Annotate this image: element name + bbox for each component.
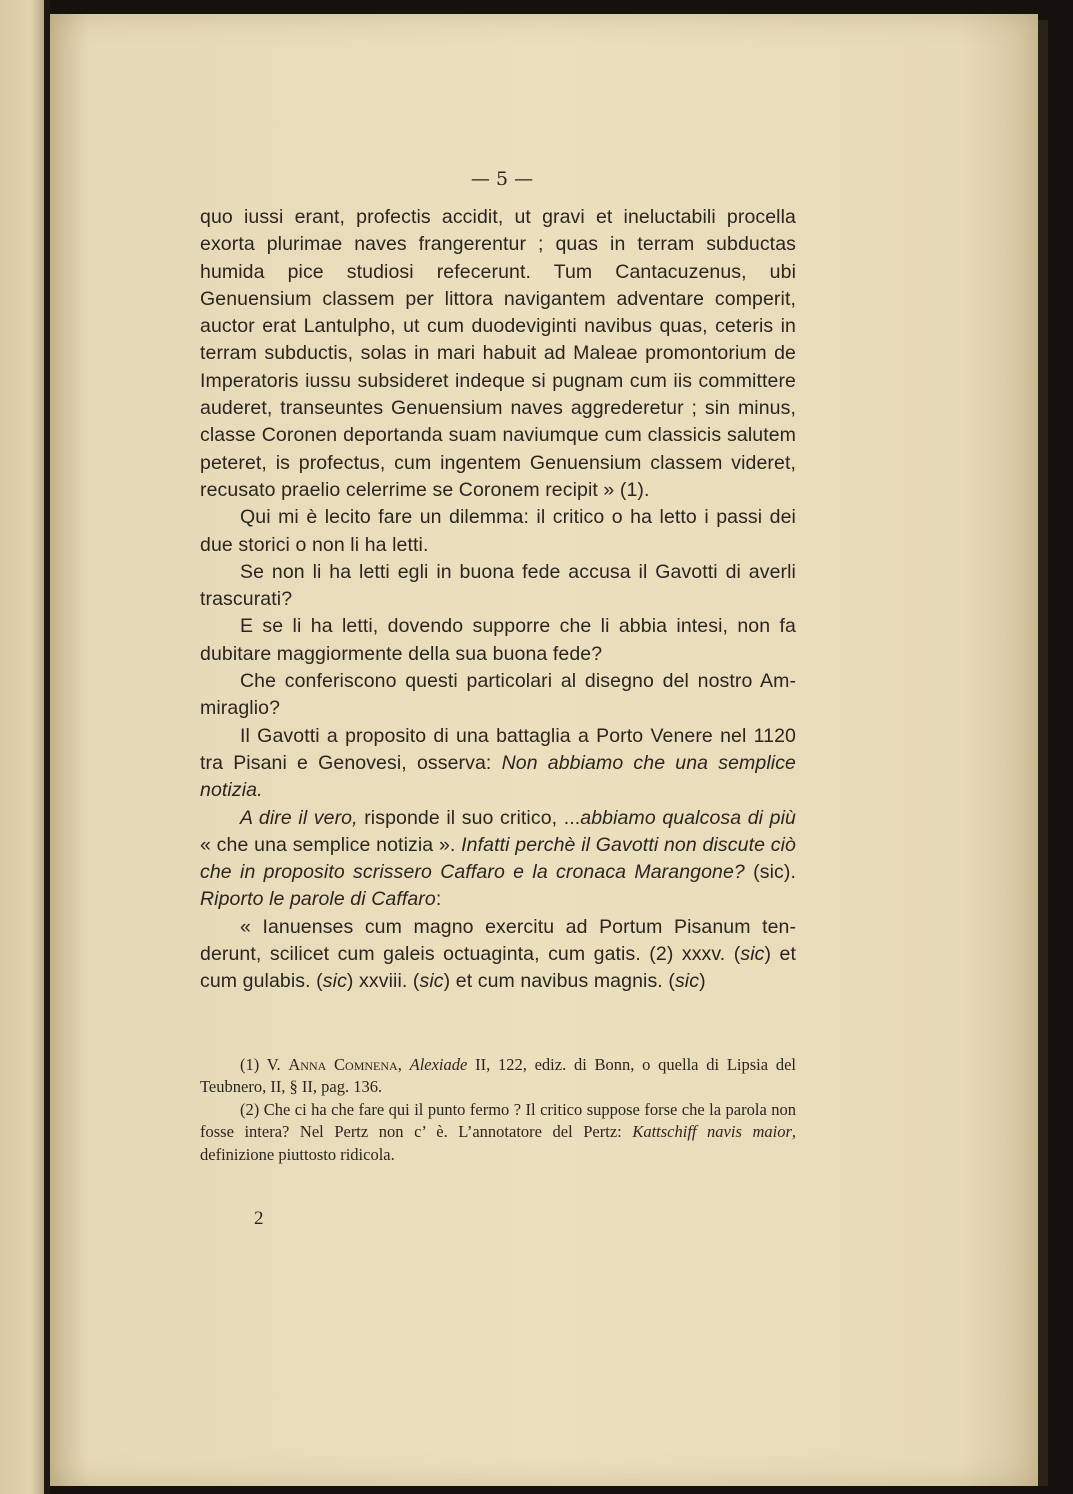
text-run: Qui mi è lecito fare un dilemma: il critico o ha letto i passi dei due storici o non li ha letti. bbox=[200, 506, 796, 556]
italic-text: Alexiade bbox=[409, 1054, 468, 1074]
text-run: : bbox=[435, 888, 442, 911]
text-run: quo iussi erant, profectis accidit, ut gravi et ineluctabili procella exorta plurimae naves frangerentur ; quas in terram subductas humida pice studiosi refecerunt. Tum Cantacuzenus, ubi Genuensium classem per littora navigantem adventare comperit, auctor erat Lantulpho, ut cum duodeviginti navibus quas, ceteris in terram subductis, solas in mari habuit ad Maleae promontorium de Imperatoris iussu subsideret indeque si pugnam cum iis committere auderet, transeuntes Genuensium naves aggrederetur ; sin minus, classe Coronen deportanda suam naviumque cum classicis salutem peteret, is profectus, cum ingentem Genuensium classem videret, recusato praelio celerrime se Coronem recipit » (1). bbox=[200, 206, 796, 501]
paragraph-p6 bbox=[200, 723, 796, 805]
page-right-edge bbox=[1038, 20, 1048, 1486]
text-run: Che conferiscono questi particolari al disegno del nostro Ammiraglio? bbox=[200, 670, 796, 720]
text-run: « Ianuenses cum magno exercitu ad Portum Pisanum tenderunt, scilicet cum galeis octuaginta, cum gatis. (2) xxxv. ( bbox=[200, 915, 796, 966]
footnote-fn2 bbox=[200, 1099, 796, 1167]
left-page-edge bbox=[0, 0, 44, 1494]
signature-mark: 2 bbox=[254, 1208, 264, 1229]
text-run: Il Gavotti a proposito di una battaglia a Porto Venere nel 1120 tra Pisani e Genovesi, osserva: bbox=[200, 724, 796, 774]
paragraph-p4 bbox=[200, 613, 796, 668]
italic-text: sic bbox=[674, 970, 700, 993]
footnote-fn1 bbox=[200, 1054, 796, 1099]
italic-text: Kattschiff navis maior bbox=[632, 1122, 792, 1142]
paragraph-p8 bbox=[200, 914, 796, 996]
text-run: , bbox=[397, 1054, 410, 1074]
text-run: E se li ha letti, dovendo supporre che li abbia intesi, non fa dubitare maggiormente della sua buona fede? bbox=[200, 615, 796, 665]
paragraph-p7 bbox=[200, 805, 796, 914]
text-run: (sic). bbox=[744, 861, 797, 884]
paragraph-p1 bbox=[200, 204, 796, 504]
text-run: ) xxviii. ( bbox=[346, 970, 420, 993]
text-run: (1) V. bbox=[240, 1054, 289, 1074]
italic-text: Riporto le parole di Caffaro bbox=[200, 888, 436, 911]
page-number-header: — 5 — bbox=[470, 168, 534, 190]
text-run: « che una semplice notizia ». bbox=[200, 833, 462, 856]
text-run: risponde il suo critico, ... bbox=[357, 806, 581, 829]
text-run: II, 122, ediz. di Bonn, o quella di Lipsia del Teubnero, II, § II, pag. 136. bbox=[200, 1054, 797, 1097]
italic-text: A dire il vero, bbox=[240, 806, 358, 829]
paragraph-p3 bbox=[200, 559, 796, 614]
paragraph-p2 bbox=[200, 504, 796, 559]
text-run: ) et cum navibus magnis. ( bbox=[443, 970, 675, 993]
body-text bbox=[200, 204, 796, 996]
footnotes bbox=[200, 1054, 796, 1167]
italic-text: abbiamo qualcosa di più bbox=[580, 806, 796, 829]
italic-text: Non abbiamo che una semplice notizia. bbox=[200, 751, 796, 802]
italic-text: Infatti perchè il Gavotti non discute ciò che in proposito scrissero Caffaro e la cronaca Marangone? bbox=[200, 833, 796, 884]
text-run: ) bbox=[699, 970, 706, 993]
italic-text: sic bbox=[740, 943, 765, 966]
italic-text: sic bbox=[322, 970, 347, 993]
text-run: ) et cum gulabis. ( bbox=[200, 943, 796, 993]
paragraph-p5 bbox=[200, 668, 796, 723]
italic-text: sic bbox=[419, 970, 444, 993]
text-run: Se non li ha letti egli in buona fede accusa il Gavotti di averli trascurati? bbox=[200, 560, 796, 611]
page-content bbox=[200, 204, 796, 1166]
text-run: (2) Che ci ha che fare qui il punto fermo ? Il critico suppose forse che la parola non fosse intera? Nel Pertz non c’ è. L’annotatore del Pertz: bbox=[200, 1099, 796, 1142]
small-caps-text: Anna Comnena bbox=[288, 1054, 398, 1074]
footnote-spacer bbox=[200, 996, 796, 1054]
text-run: , definizione piuttosto ridicola. bbox=[200, 1122, 796, 1164]
